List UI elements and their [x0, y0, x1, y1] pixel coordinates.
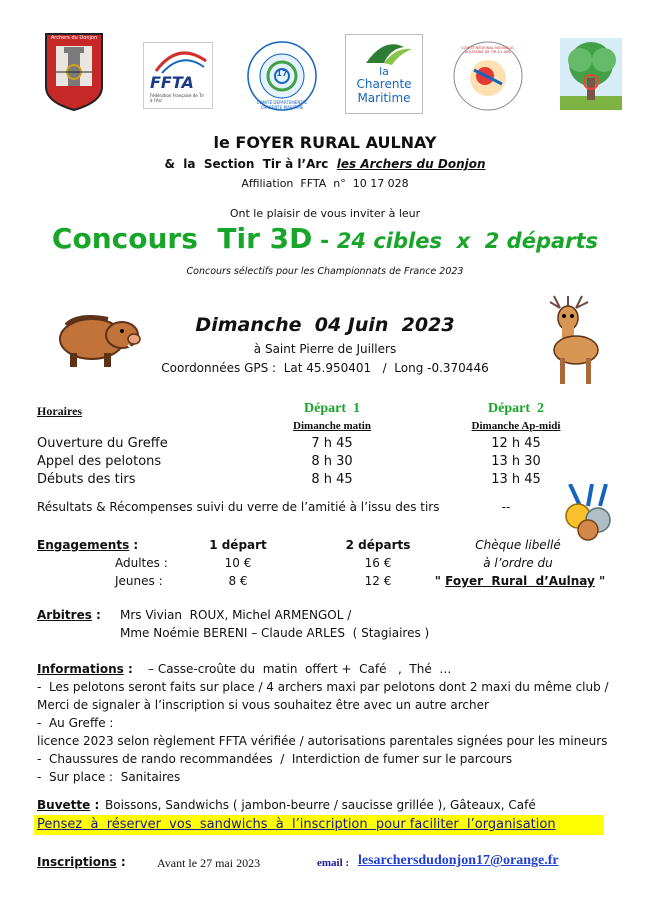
event-place: à Saint Pierre de Juillers	[253, 342, 397, 356]
buvette-text: Boissons, Sandwichs ( jambon-beurre / saucisse grillée ), Gâteaux, Café	[105, 798, 536, 812]
schedule-row-1-d1: 7 h 45	[311, 436, 353, 451]
info-colon: :	[123, 662, 133, 676]
email-label: email :	[317, 857, 350, 869]
info-first: – Casse-croûte du matin offert + Café , Thé …	[148, 662, 452, 676]
schedule-row-3-d2: 13 h 45	[491, 472, 541, 487]
contest-name: Concours Tir 3D	[51, 222, 313, 255]
logo1-caption: Archers du Donjon	[50, 35, 98, 41]
affiliation: Affiliation FFTA n° 10 17 028	[241, 177, 409, 190]
email-link[interactable]: lesarchersdudonjon17@orange.fr	[358, 853, 559, 868]
fees-row-2-label: Jeunes :	[115, 574, 163, 588]
cm-line2: Charente	[356, 77, 412, 91]
fees-label-line	[37, 538, 138, 552]
comite-dept-text: COMITÉ DÉPARTEMENTAL CHARENTE MARITIME	[256, 100, 308, 110]
medals-illustration	[562, 484, 620, 542]
comite-regional-logo	[452, 40, 524, 112]
inscriptions-deadline: Avant le 27 mai 2023	[157, 856, 261, 870]
fees-row-1-v2: 16 €	[364, 556, 392, 570]
contest-title	[0, 222, 650, 255]
deer-illustration	[538, 294, 608, 388]
info-label-line	[37, 662, 133, 676]
comite-departemental-logo	[246, 40, 318, 112]
depart2-header: Départ 2	[488, 401, 544, 416]
comite-dept-number: 17	[276, 69, 288, 78]
buvette-label: Buvette	[37, 798, 91, 812]
fees-colon: :	[129, 538, 139, 552]
fees-row-1-v1: 10 €	[224, 556, 252, 570]
referees-line1: Mrs Vivian ROUX, Michel ARMENGOL /	[120, 608, 352, 622]
archers-du-donjon-logo	[44, 32, 104, 112]
info-line-6: - Sur place : Sanitaires	[37, 770, 181, 784]
results-d2: --	[501, 500, 511, 514]
depart2-sub: Dimanche Ap-midi	[471, 420, 561, 432]
contest-dash: -	[312, 229, 337, 254]
info-line-2: Merci de signaler à l’inscription si vous souhaitez être avec un autre archer	[37, 698, 489, 712]
ffta-subtext: Fédération Française de Tir à l'Arc	[150, 93, 205, 103]
cm-line1: la	[379, 65, 389, 78]
ffta-logo	[143, 42, 213, 109]
info-line-4: licence 2023 selon règlement FFTA vérifiée / autorisations parentales signées pour les mineurs	[37, 734, 608, 748]
depart1-sub: Dimanche matin	[293, 420, 371, 432]
tree-logo	[560, 38, 622, 110]
schedule-row-2-label: Appel des pelotons	[37, 454, 162, 469]
inscriptions-label-line	[37, 855, 126, 869]
event-gps: Coordonnées GPS : Lat 45.950401 / Long -0.370446	[161, 361, 489, 375]
event-date: Dimanche 04 Juin 2023	[195, 314, 455, 336]
schedule-row-1-label: Ouverture du Greffe	[37, 436, 168, 451]
invite-line: Ont le plaisir de vous inviter à leur	[229, 207, 421, 220]
schedule-row-2-d2: 13 h 30	[491, 454, 541, 469]
payee-quote-open: "	[434, 574, 446, 588]
ffta-text: FFTA	[150, 73, 194, 92]
fees-row-2-v1: 8 €	[228, 574, 248, 588]
referees-line2: Mme Noémie BERENI – Claude ARLES ( Stagiaires )	[120, 626, 430, 640]
charente-maritime-logo	[345, 34, 423, 114]
buvette-label-line	[37, 798, 99, 812]
page-title: le FOYER RURAL AULNAY	[213, 133, 437, 152]
cm-line3: Maritime	[357, 91, 411, 105]
fees-row-2-v2: 12 €	[364, 574, 392, 588]
payee-name: Foyer Rural d’Aulnay	[445, 574, 595, 588]
payee-line	[420, 574, 620, 588]
fees-header-2: 2 départs	[345, 538, 411, 552]
comite-regional-text: COMITÉ RÉGIONAL NOUVELLE-AQUITAINE DE TIR À L'ARC	[461, 46, 515, 54]
results-line: Résultats & Récompenses suivi du verre de l’amitié à l’issu des tirs	[37, 500, 440, 514]
depart1-header: Départ 1	[304, 401, 360, 416]
info-line-1: - Les pelotons seront faits sur place / 4 archers maxi par pelotons dont 2 maxi du même club /	[37, 680, 609, 694]
cheque-line2: à l’ordre du	[483, 556, 553, 570]
schedule-row-3-d1: 8 h 45	[311, 472, 353, 487]
club-name: les Archers du Donjon	[336, 157, 486, 171]
inscriptions-label: Inscriptions	[37, 855, 117, 869]
info-line-5: - Chaussures de rando recommandées / Interdiction de fumer sur le parcours	[37, 752, 513, 766]
schedule-label: Horaires	[37, 404, 83, 418]
highlight-text: Pensez à réserver vos sandwichs à l’inscription pour faciliter l’organisation	[37, 817, 556, 832]
referees-label-line	[37, 608, 101, 622]
info-line-3: - Au Greffe :	[37, 716, 114, 730]
schedule-row-1-d2: 12 h 45	[491, 436, 541, 451]
referees-label: Arbitres	[37, 608, 92, 622]
fees-header-1: 1 départ	[209, 538, 267, 552]
payee-quote-close: "	[594, 574, 606, 588]
inscriptions-colon: :	[116, 855, 126, 869]
section-prefix: & la Section Tir à l’Arc	[164, 157, 337, 171]
info-label: Informations	[37, 662, 124, 676]
fees-label: Engagements	[37, 538, 130, 552]
section-line	[0, 157, 650, 171]
schedule-row-2-d1: 8 h 30	[311, 454, 353, 469]
selective-note: Concours sélectifs pour les Championnats de France 2023	[186, 266, 464, 277]
fees-row-1-label: Adultes :	[115, 556, 168, 570]
referees-colon: :	[91, 608, 101, 622]
schedule-row-3-label: Débuts des tirs	[37, 472, 136, 487]
contest-detail: 24 cibles x 2 départs	[336, 229, 599, 253]
buvette-colon: :	[90, 798, 100, 812]
cheque-line1: Chèque libellé	[475, 538, 561, 552]
